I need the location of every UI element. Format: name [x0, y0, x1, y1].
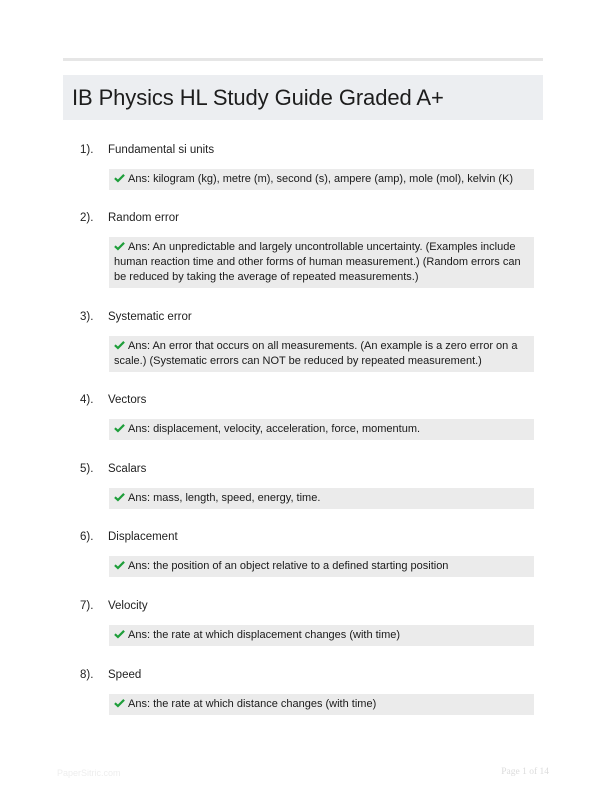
answer-text: Ans: mass, length, speed, energy, time. — [128, 492, 321, 504]
question-text: Displacement — [108, 531, 178, 543]
checkmark-icon — [114, 173, 125, 183]
footer-watermark: PaperSitric.com — [57, 768, 121, 778]
checkmark-icon — [114, 492, 125, 502]
answer-box — [109, 237, 534, 288]
answer-box — [109, 625, 534, 646]
answer-text: Ans: kilogram (kg), metre (m), second (s), ampere (amp), mole (mol), kelvin (K) — [128, 173, 514, 185]
question-text: Fundamental si units — [108, 144, 215, 156]
question-number: 6). — [80, 531, 94, 543]
question-text: Velocity — [108, 600, 148, 612]
answer-box — [109, 556, 534, 577]
answer-text: Ans: the position of an object relative to a defined starting position — [128, 560, 449, 572]
answer-text: Ans: the rate at which displacement changes (with time) — [128, 629, 401, 641]
question-number: 7). — [80, 600, 94, 612]
checkmark-icon — [114, 698, 125, 708]
answer-box — [109, 169, 534, 190]
question-text: Scalars — [108, 463, 147, 475]
answer-box — [109, 488, 534, 509]
question-text: Random error — [108, 212, 179, 224]
question-text: Speed — [108, 669, 142, 681]
answer-text: Ans: the rate at which distance changes (with time) — [128, 698, 377, 710]
question-text: Vectors — [108, 394, 147, 406]
question-text: Systematic error — [108, 311, 192, 323]
checkmark-icon — [114, 340, 125, 350]
checkmark-icon — [114, 241, 125, 251]
page-title: IB Physics HL Study Guide Graded A+ — [72, 84, 444, 110]
question-number: 8). — [80, 669, 94, 681]
question-number: 3). — [80, 311, 94, 323]
checkmark-icon — [114, 560, 125, 570]
page-number: Page 1 of 14 — [501, 767, 549, 777]
answer-box — [109, 694, 534, 715]
top-divider — [63, 58, 543, 61]
title-banner — [63, 75, 543, 120]
question-number: 2). — [80, 212, 94, 224]
checkmark-icon — [114, 629, 125, 639]
question-number: 4). — [80, 394, 94, 406]
question-number: 5). — [80, 463, 94, 475]
answer-text: Ans: An unpredictable and largely uncontrollable uncertainty. (Examples include human reaction time and other forms of human measurement.) (Random errors can be reduced by taking the average of repeated measurements.) — [114, 241, 521, 283]
answer-text: Ans: An error that occurs on all measurements. (An example is a zero error on a scale.) (Systematic errors can NOT be reduced by repeated measurement.) — [114, 340, 518, 367]
answer-text: Ans: displacement, velocity, acceleration, force, momentum. — [128, 423, 421, 435]
answer-box — [109, 336, 534, 372]
question-number: 1). — [80, 144, 94, 156]
checkmark-icon — [114, 423, 125, 433]
answer-box — [109, 419, 534, 440]
